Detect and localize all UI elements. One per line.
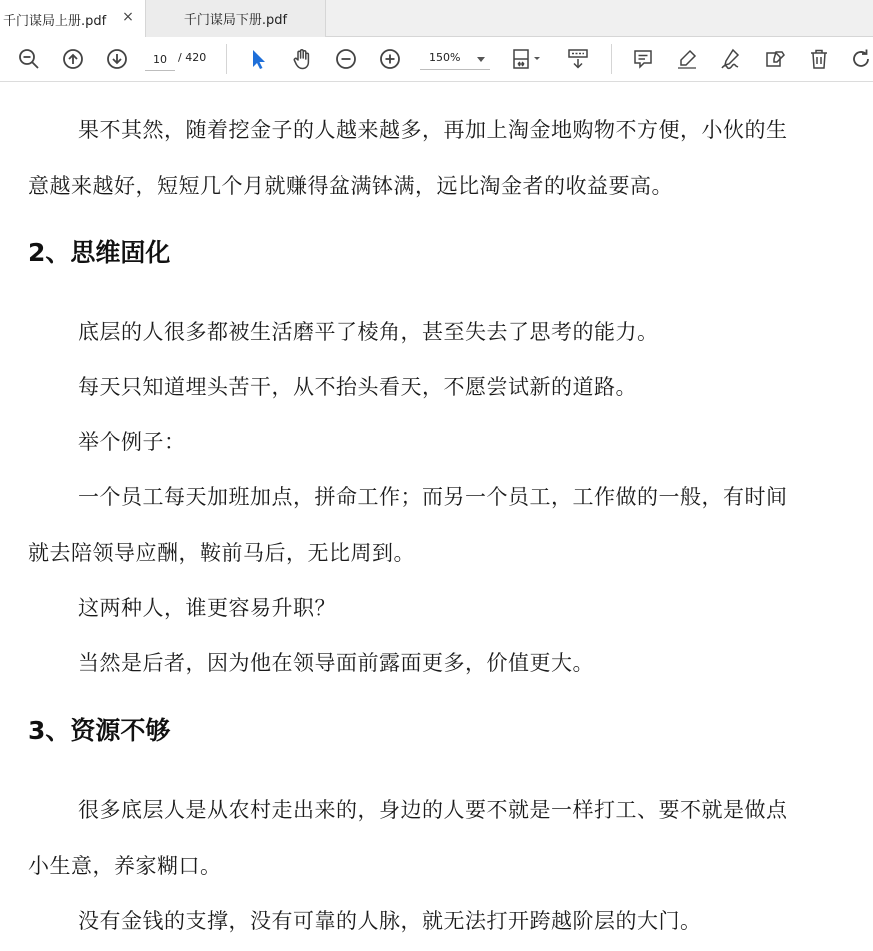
select-arrow-icon[interactable] (244, 45, 272, 73)
zoom-value: 150% (429, 51, 461, 64)
paragraph: 很多底层人是从农村走出来的，身边的人要不就是一样打工、要不就是做点 (78, 798, 788, 822)
paragraph: 每天只知道埋头苦干，从不抬头看天，不愿尝试新的道路。 (78, 375, 637, 399)
paragraph: 一个员工每天加班加点，拼命工作；而另一个员工，工作做的一般，有时间 (78, 485, 788, 509)
highlight-icon[interactable] (673, 45, 701, 73)
section-heading: 2、思维固化 (28, 238, 171, 267)
tab-label: 千门谋局上册.pdf (3, 13, 107, 29)
rotate-icon[interactable] (849, 45, 873, 73)
fit-page-icon[interactable] (508, 45, 544, 73)
toolbar-divider (226, 44, 227, 74)
paragraph: 果不其然，随着挖金子的人越来越多，再加上淘金地购物不方便，小伙的生 (78, 118, 788, 142)
paragraph: 底层的人很多都被生活磨平了棱角，甚至失去了思考的能力。 (78, 320, 659, 344)
signature-icon[interactable] (717, 45, 745, 73)
zoom-select[interactable] (420, 48, 490, 70)
insert-page-icon[interactable] (564, 45, 592, 73)
paragraph: 小生意，养家糊口。 (28, 854, 222, 878)
document-page[interactable] (0, 82, 873, 951)
chevron-down-icon (477, 57, 485, 62)
tab-label: 千门谋局下册.pdf (183, 13, 288, 28)
paragraph: 就去陪领导应酬，鞍前马后，无比周到。 (28, 541, 415, 565)
edit-icon[interactable] (761, 45, 789, 73)
tab-bar (0, 0, 873, 37)
comment-icon[interactable] (629, 45, 657, 73)
paragraph: 没有金钱的支撑，没有可靠的人脉，就无法打开跨越阶层的大门。 (78, 909, 702, 933)
tab-document-1[interactable] (0, 0, 146, 38)
zoom-in-icon[interactable] (376, 45, 404, 73)
page-down-icon[interactable] (103, 45, 131, 73)
page-number-input[interactable] (145, 48, 175, 71)
paragraph: 当然是后者，因为他在领导面前露面更多，价值更大。 (78, 651, 594, 675)
page-total: / 420 (178, 51, 207, 64)
section-heading: 3、资源不够 (28, 716, 171, 745)
paragraph: 意越来越好，短短几个月就赚得盆满钵满，远比淘金者的收益要高。 (28, 174, 673, 198)
hand-icon[interactable] (288, 45, 316, 73)
toolbar (0, 37, 873, 82)
zoom-icon[interactable] (15, 45, 43, 73)
zoom-out-icon[interactable] (332, 45, 360, 73)
delete-icon[interactable] (805, 45, 833, 73)
tab-document-2[interactable] (146, 0, 326, 37)
paragraph: 这两种人，谁更容易升职？ (78, 596, 336, 620)
page-up-icon[interactable] (59, 45, 87, 73)
paragraph: 举个例子： (78, 430, 186, 454)
toolbar-divider (611, 44, 612, 74)
close-icon[interactable]: × (122, 9, 134, 25)
